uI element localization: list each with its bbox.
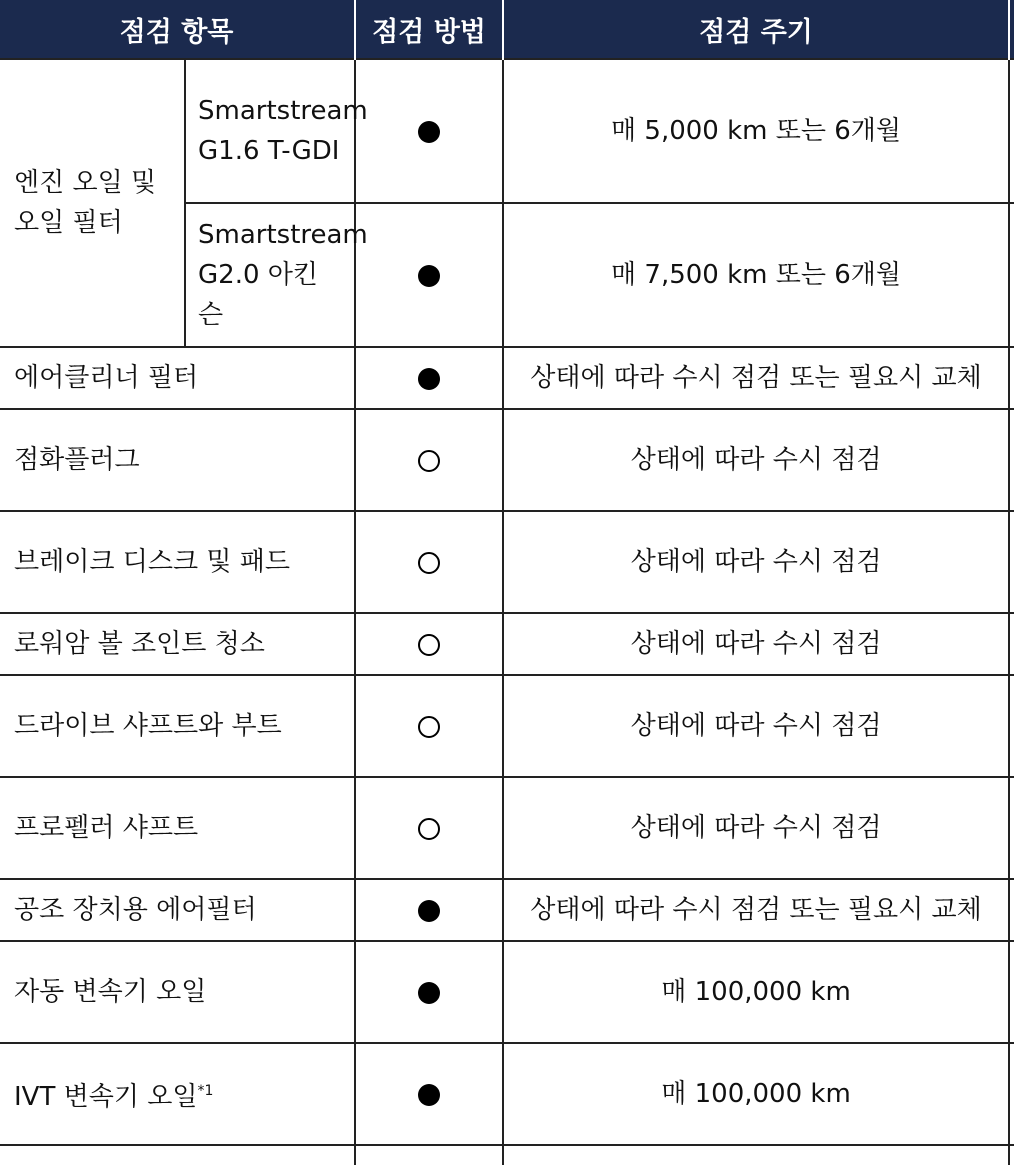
table-row (0, 879, 1014, 941)
filled-circle-icon (418, 265, 440, 287)
table-row (0, 1043, 1014, 1145)
item-label: 드라이브 샤프트와 부트 (0, 675, 355, 777)
cycle-value: 상태에 따라 수시 점검 (503, 675, 1009, 777)
open-circle-icon (418, 818, 440, 840)
cycle-value: 매 100,000 km (503, 1043, 1009, 1145)
table-row (0, 59, 1014, 203)
item-label (0, 1043, 355, 1145)
cycle-value: 상태에 따라 수시 점검 (503, 511, 1009, 613)
item-label: 점화플러그 (0, 409, 355, 511)
filled-circle-icon (418, 368, 440, 390)
table-row (0, 347, 1014, 409)
table-row (0, 675, 1014, 777)
filled-circle-icon (418, 982, 440, 1004)
cycle-value: 상태에 따라 수시 점검 (503, 777, 1009, 879)
header-cycle: 점검 주기 (503, 0, 1009, 59)
header-method: 점검 방법 (355, 0, 503, 59)
table-row (0, 511, 1014, 613)
table-row (0, 777, 1014, 879)
filled-circle-icon (418, 1084, 440, 1106)
filled-circle-icon (418, 121, 440, 143)
engine-g16: Smartstream G1.6 T-GDI (185, 59, 355, 203)
table-row (0, 613, 1014, 675)
item-label: 로워암 볼 조인트 청소 (0, 613, 355, 675)
item-label: 자동 변속기 오일 (0, 941, 355, 1043)
filled-circle-icon (418, 900, 440, 922)
open-circle-icon (418, 450, 440, 472)
engine-g16-cycle: 매 5,000 km 또는 6개월 (503, 59, 1009, 203)
open-circle-icon (418, 552, 440, 574)
cycle-value: 매 100,000 km (503, 941, 1009, 1043)
cycle-value: 상태에 따라 수시 점검 (503, 613, 1009, 675)
item-label: 공조 장치용 에어필터 (0, 879, 355, 941)
engine-g20-cycle: 매 7,500 km 또는 6개월 (503, 203, 1009, 347)
open-circle-icon (418, 634, 440, 656)
item-label: 프로펠러 샤프트 (0, 777, 355, 879)
header-item: 점검 항목 (0, 0, 355, 59)
cycle-value: 상태에 따라 수시 점검 (503, 409, 1009, 511)
table-row (0, 941, 1014, 1043)
table-row (0, 409, 1014, 511)
header-edge (1009, 0, 1014, 59)
engine-oil-label: 엔진 오일 및 오일 필터 (0, 59, 185, 347)
footnote-marker: *1 (197, 1083, 214, 1099)
item-text: IVT 변속기 오일 (14, 1082, 198, 1112)
table-row-partial (0, 1145, 1014, 1165)
cycle-value: 상태에 따라 수시 점검 또는 필요시 교체 (503, 347, 1009, 409)
item-label: 브레이크 디스크 및 패드 (0, 511, 355, 613)
header-row (0, 0, 1014, 59)
open-circle-icon (418, 716, 440, 738)
cycle-value: 상태에 따라 수시 점검 또는 필요시 교체 (503, 879, 1009, 941)
item-label: 에어클리너 필터 (0, 347, 355, 409)
engine-g20: Smartstream G2.0 아킨슨 (185, 203, 355, 347)
